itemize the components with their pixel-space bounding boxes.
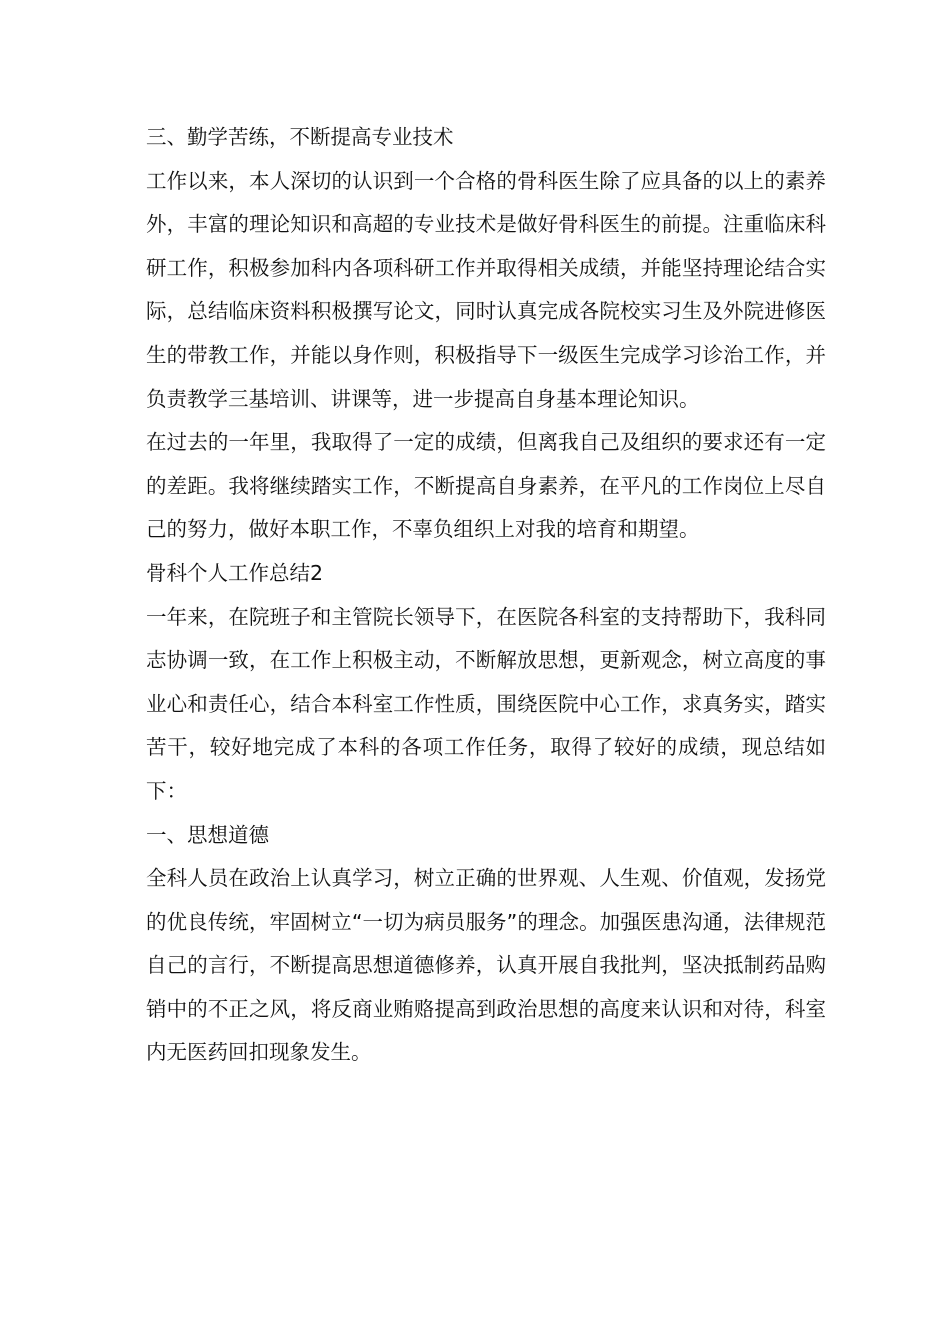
document-body — [146, 116, 826, 1075]
paragraph-past-year-achievements: 在过去的一年里，我取得了一定的成绩，但离我自己及组织的要求还有一定的差距。我将继续踏实工作，不断提高自身素养，在平凡的工作岗位上尽自己的努力，做好本职工作，不辜负组织上对我的培育和期望。 — [146, 430, 826, 542]
paragraph-political-study: 全科人员在政治上认真学习，树立正确的世界观、人生观、价值观，发扬党的优良传统，牢固树立“一切为病员服务”的理念。加强医患沟通，法律规范自己的言行，不断提高思想道德修养，认真开展自我批判，坚决抵制药品购销中的不正之风，将反商业贿赂提高到政治思想的高度来认识和对待，科室内无医药回扣现象发生。 — [146, 866, 826, 1065]
section-heading-diligent-study: 三、勤学苦练，不断提高专业技术 — [146, 125, 454, 149]
document-subtitle-summary-2: 骨科个人工作总结2 — [146, 560, 324, 585]
paragraph-professional-skills: 工作以来，本人深切的认识到一个合格的骨科医生除了应具备的以上的素养外，丰富的理论知识和高超的专业技术是做好骨科医生的前提。注重临床科研工作，积极参加科内各项科研工作并取得相关成绩，并能坚持理论结合实际，总结临床资料积极撰写论文，同时认真完成各院校实习生及外院进修医生的带教工作，并能以身作则，积极指导下一级医生完成学习诊治工作，并负责教学三基培训、讲课等，进一步提高自身基本理论知识。 — [146, 168, 826, 411]
paragraph-year-overview: 一年来，在院班子和主管院长领导下，在医院各科室的支持帮助下，我科同志协调一致，在工作上积极主动，不断解放思想，更新观念，树立高度的事业心和责任心，结合本科室工作性质，围绕医院中心工作，求真务实，踏实苦干，较好地完成了本科的各项工作任务，取得了较好的成绩，现总结如下： — [146, 604, 826, 803]
section-heading-ideology-ethics: 一、思想道德 — [146, 822, 269, 847]
